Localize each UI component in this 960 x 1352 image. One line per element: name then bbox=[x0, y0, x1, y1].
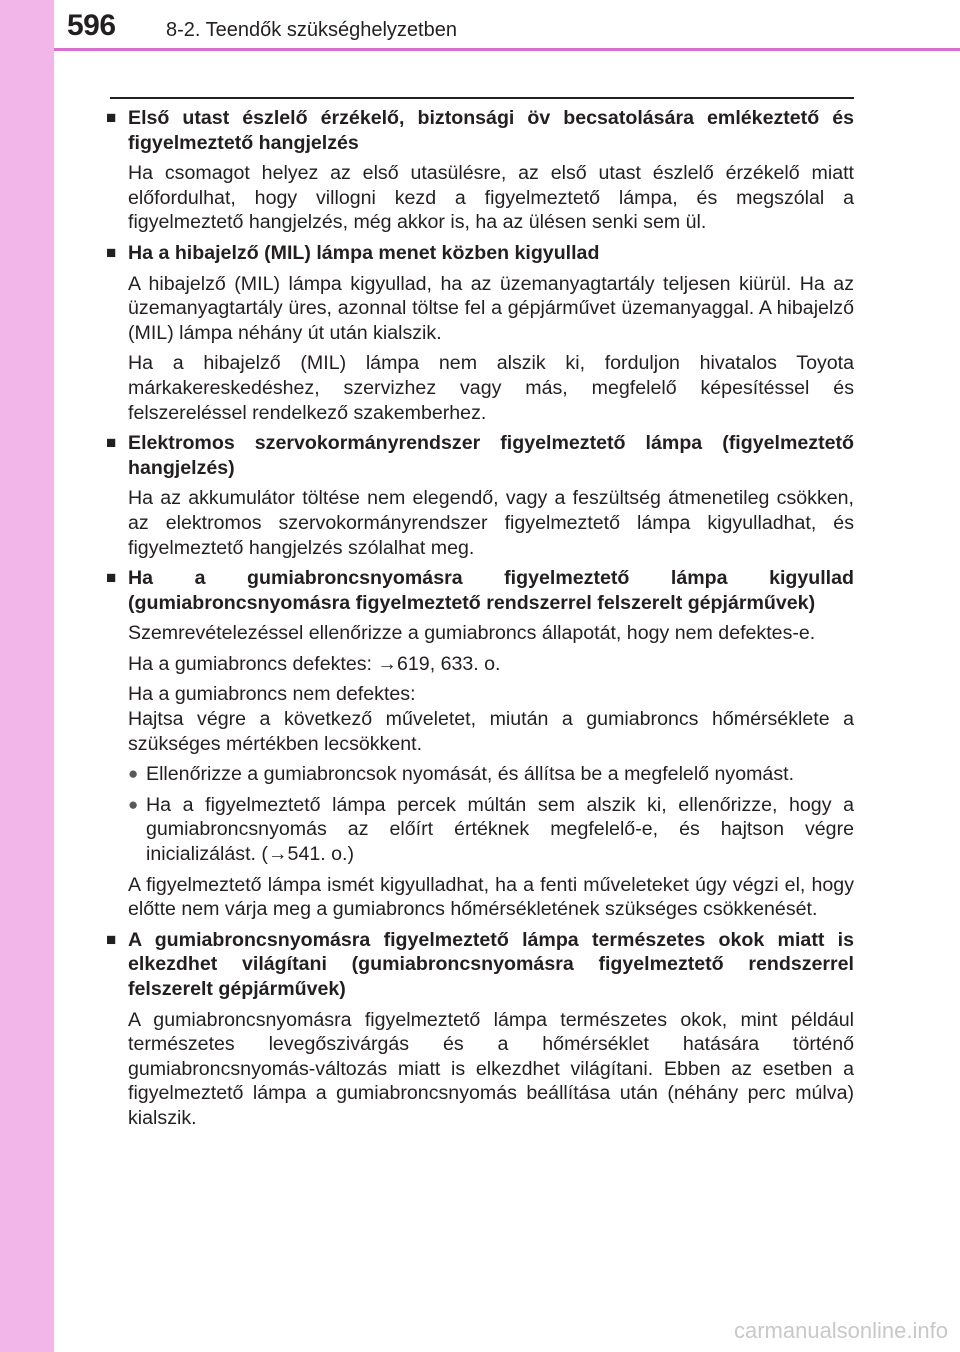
paragraph: Ha a hibajelző (MIL) lámpa nem alszik ki, forduljon hivatalos Toyota márkakereskedéshez, szervizhez vagy más, megfelelő képesítéssel és felszereléssel rendelkező szakemberhez. bbox=[128, 352, 854, 424]
chapter-title: 8-2. Teendők szükséghelyzetben bbox=[166, 19, 457, 41]
list-item-text: Ellenőrizze a gumiabroncsok nyomását, és állítsa be a megfelelő nyomást. bbox=[146, 763, 795, 786]
watermark: carmanualsonline.info bbox=[733, 1318, 948, 1343]
square-bullet-icon: ■ bbox=[106, 108, 117, 127]
section-top-rule bbox=[110, 97, 854, 99]
paragraph: Szemrevételezéssel ellenőrizze a gumiabroncs állapotát, hogy nem defektes-e. bbox=[128, 622, 816, 645]
paragraph: Ha az akkumulátor töltése nem elegendő, vagy a feszültség átmenetileg csökken, az elektromos szervokormányrendszer figyelmeztető lámpa kigyulladhat, és figyelmeztető hangjelzés szólalhat meg. bbox=[128, 487, 854, 559]
paragraph-line: Ha a gumiabroncs nem defektes: bbox=[128, 683, 416, 706]
paragraph-page-reference: Ha a gumiabroncs defektes: →619, 633. o. bbox=[128, 652, 501, 675]
list-item bbox=[128, 762, 854, 787]
paragraph: A hibajelző (MIL) lámpa kigyullad, ha az üzemanyagtartály teljesen kiürül. Ha az üzemanyagtartály üres, azonnal töltse fel a gépjárművet üzemanyaggal. A hibajelző (MIL) lámpa néhány út után kialszik. bbox=[128, 272, 854, 344]
side-color-band bbox=[0, 0, 54, 1352]
heading-text: Elektromos szervokormányrendszer figyelmeztető lámpa (figyelmeztető hangjelzés) bbox=[128, 432, 854, 479]
section-tire-pressure-natural-causes bbox=[106, 928, 854, 1131]
page-number: 596 bbox=[67, 9, 116, 42]
list-item bbox=[128, 793, 854, 867]
paragraph: Ha csomagot helyez az első utasülésre, az első utast észlelő érzékelő miatt előfordulhat, hogy villogni kezd a figyelmeztető lámpa, és megszólal a figyelmeztető hangjelzés, még akkor is, ha az ülésen senki sem ül. bbox=[128, 162, 854, 234]
round-bullet-icon: ● bbox=[128, 764, 139, 784]
section-heading bbox=[106, 928, 854, 1002]
section-eps-lamp bbox=[106, 431, 854, 560]
paragraph-line: Hajtsa végre a következő műveletet, miután a gumiabroncs hőmérséklete a szükséges mértékben lecsökkent. bbox=[128, 708, 854, 755]
paragraph: A gumiabroncsnyomásra figyelmeztető lámpa természetes okok, mint például természetes levegőszivárgás és a hőmérséklet hatására történő gumiabroncsnyomás-változás miatt is elkezdhet világítani. Ebben az esetben a figyelmeztető lámpa a gumiabroncsnyomás beállítása után (néhány perc múlva) kialszik. bbox=[128, 1008, 854, 1129]
paragraph: A figyelmeztető lámpa ismét kigyulladhat, ha a fenti műveleteket úgy végzi el, hogy előtte nem várja meg a gumiabroncs hőmérsékletének szükséges csökkenését. bbox=[128, 873, 854, 921]
heading-text: A gumiabroncsnyomásra figyelmeztető lámpa természetes okok miatt is elkezdhet világítani (gumiabroncsnyomásra figyelmeztető rendszerrel felszerelt gépjárművek) bbox=[128, 928, 854, 1000]
section-heading bbox=[106, 566, 854, 615]
round-bullet-icon: ● bbox=[128, 794, 139, 814]
square-bullet-icon: ■ bbox=[106, 433, 117, 453]
square-bullet-icon: ■ bbox=[106, 929, 117, 949]
header-rule bbox=[54, 48, 960, 51]
section-tire-pressure-lamp bbox=[106, 566, 854, 922]
heading-text: Ha a gumiabroncsnyomásra figyelmeztető lámpa kigyullad (gumiabroncsnyomásra figyelmeztető rendszerrel felszerelt gépjárművek) bbox=[128, 567, 854, 614]
paragraph bbox=[128, 682, 854, 756]
heading-text: Első utast észlelő érzékelő, biztonsági öv becsatolására emlékeztető és figyelmeztető hangjelzés bbox=[128, 107, 854, 154]
square-bullet-icon: ■ bbox=[106, 242, 117, 262]
section-heading bbox=[106, 431, 854, 480]
square-bullet-icon: ■ bbox=[106, 568, 117, 588]
heading-text: Ha a hibajelző (MIL) lámpa menet közben kigyullad bbox=[128, 241, 600, 264]
section-passenger-sensor bbox=[106, 106, 854, 235]
content-area bbox=[106, 104, 854, 1137]
section-heading bbox=[106, 106, 854, 155]
section-heading bbox=[106, 241, 854, 266]
section-mil-lamp bbox=[106, 241, 854, 425]
list-item-text: Ha a figyelmeztető lámpa percek múltán sem alszik ki, ellenőrizze, hogy a gumiabroncsnyomás az előírt értéknek megfelelő-e, és hajtson végre inicializálást. (→541. o.) bbox=[146, 793, 854, 866]
